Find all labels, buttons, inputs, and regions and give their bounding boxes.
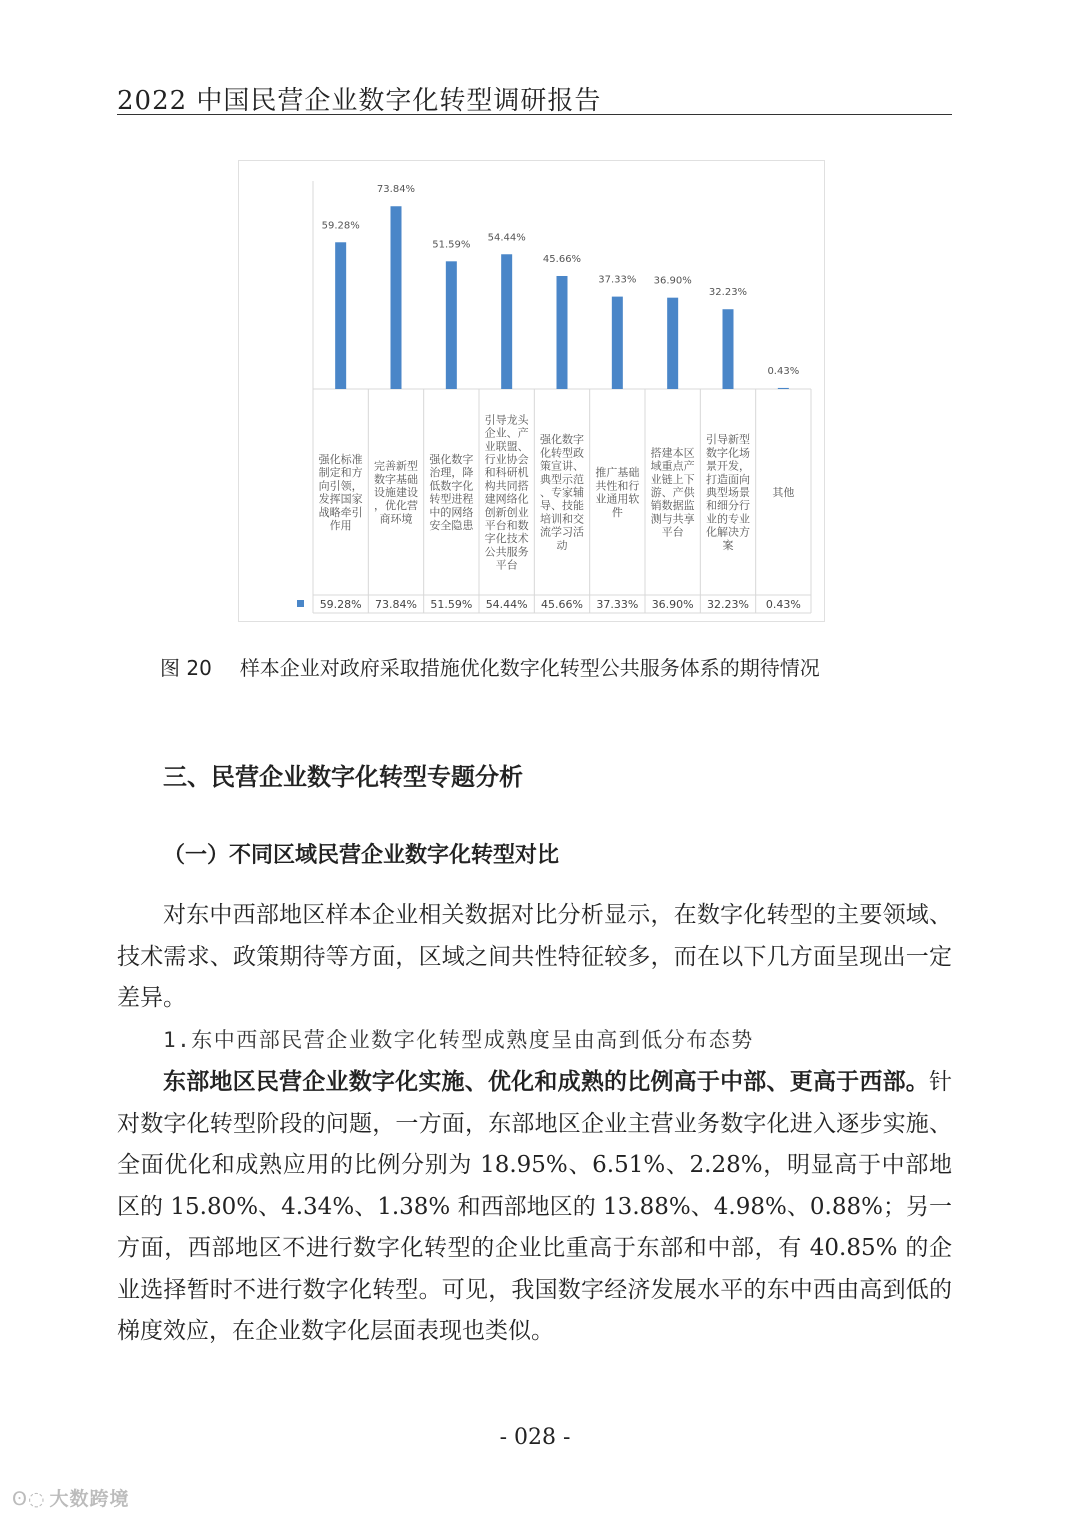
category-label-line: 强化数字	[429, 453, 474, 466]
category-label-line: 企业、产	[484, 426, 529, 440]
bar	[612, 297, 623, 389]
category-label-line: 共性和行	[595, 479, 640, 493]
category-label-line: 案	[722, 538, 734, 552]
category-label-line: 策宣讲、	[540, 459, 584, 473]
figure-caption	[160, 652, 820, 681]
bar	[667, 298, 678, 389]
category-label-line: 销数据监	[650, 499, 695, 513]
category-label-line: 业的专业	[706, 512, 750, 526]
category-label-line: 引导新型	[706, 433, 750, 447]
subsection-heading: （一）不同区域民营企业数字化转型对比	[163, 843, 560, 868]
category-label-line: 动	[556, 538, 568, 552]
category-label-line: 导、技能	[540, 499, 584, 513]
category-label-line: 测与共享	[650, 512, 695, 526]
category-label-line: 件	[611, 505, 623, 519]
data-label: 59.28%	[321, 220, 360, 232]
category-label-line: 平台	[661, 525, 684, 539]
category-label-line: 强化数字	[540, 433, 584, 447]
category-label-line: 游、产供	[650, 486, 695, 499]
category-label-line: 业联盟、	[484, 439, 529, 453]
category-label-line: 创新创业	[484, 505, 529, 519]
category-label-line: 推广基础	[595, 466, 640, 480]
table-value: 59.28%	[319, 598, 362, 611]
paragraph-regional-comparison: 对东中西部地区样本企业相关数据对比分析显示，在数字化转型的主要领域、技术需求、政策期待等方面，区域之间共性特征较多，而在以下几方面呈现出一定差异。	[117, 902, 952, 1011]
paragraph-maturity	[117, 1062, 952, 1353]
data-label: 36.90%	[653, 275, 692, 287]
bar	[557, 276, 568, 389]
figure-number: 图 20	[160, 656, 212, 680]
table-value: 51.59%	[430, 598, 473, 611]
bar-chart-svg	[239, 161, 824, 621]
data-label: 32.23%	[708, 287, 748, 299]
bar	[335, 242, 346, 389]
category-label-line: 平台	[495, 558, 518, 572]
category-label-line: 作用	[329, 519, 352, 532]
legend-key	[297, 600, 304, 607]
data-label: 54.44%	[487, 232, 526, 244]
category-label-line: 、专家辅	[540, 486, 584, 499]
category-label-line: 低数字化	[429, 479, 474, 493]
category-label-line: 向引领，	[318, 479, 363, 493]
category-label-line: 完善新型	[374, 459, 418, 473]
list-item-heading: 1.东中西部民营企业数字化转型成熟度呈由高到低分布态势	[163, 1028, 754, 1052]
category-label-line: 流学习活	[540, 525, 584, 539]
category-label-line: 发挥国家	[318, 492, 363, 506]
category-label-line: ，优化营	[374, 499, 418, 513]
category-label-line: 治理，降	[429, 466, 474, 480]
category-label-line: 转型进程	[429, 492, 474, 506]
section-heading: 三、民营企业数字化转型专题分析	[163, 763, 523, 791]
category-label-line: 业通用软	[595, 492, 640, 506]
bar	[723, 309, 734, 389]
category-label-line: 景开发，	[706, 459, 750, 473]
category-label-line: 数字基础	[374, 472, 418, 486]
table-value: 36.90%	[651, 598, 694, 611]
category-label-line: 设施建设	[374, 486, 418, 499]
category-label-line: 化转型政	[540, 446, 584, 460]
table-value: 37.33%	[596, 598, 639, 611]
bar	[778, 388, 789, 389]
category-label-line: 构共同搭	[484, 479, 529, 493]
category-label-line: 数字化场	[706, 446, 750, 460]
table-value: 0.43%	[765, 598, 801, 611]
category-label-line: 搭建本区	[650, 446, 695, 460]
category-label-line: 和科研机	[484, 466, 529, 480]
category-label-line: 域重点产	[650, 459, 695, 473]
category-label-line: 业链上下	[650, 472, 695, 486]
data-label: 45.66%	[542, 253, 582, 265]
weibo-logo-icon: ʘ◌	[12, 1488, 46, 1510]
paragraph-body: 针对数字化转型阶段的问题，一方面，东部地区企业主营业务数字化进入逐步实施、全面优化和成熟应用的比例分别为 18.95%、6.51%、2.28%，明显高于中部地区的 15.80%、4.34%、1.38% 和西部地区的 13.88%、4.98%、0.88%；另一方面，西部地区不进行数字化转型的企业比重高于东部和中部，有 40.85% 的企业选择暂时不进行数字化转型。可见，我国数字经济发展水平的东中西由高到低的梯度效应，在企业数字化层面表现也类似。	[117, 1069, 952, 1344]
category-label-line: 中的网络	[429, 505, 474, 519]
category-label-line: 典型场景	[706, 486, 750, 499]
data-label: 73.84%	[376, 184, 416, 196]
category-label-line: 强化标准	[318, 453, 363, 466]
category-label-line: 典型示范	[540, 472, 584, 486]
category-label-line: 建网络化	[484, 492, 529, 506]
data-label: 0.43%	[767, 365, 800, 377]
category-label-line: 平台和数	[484, 519, 529, 532]
category-label-line: 安全隐患	[429, 519, 474, 532]
category-label-line: 制定和方	[318, 466, 363, 480]
table-value: 73.84%	[375, 598, 417, 611]
category-label-line: 公共服务	[484, 545, 529, 559]
category-label-line: 战略牵引	[318, 505, 363, 519]
table-value: 32.23%	[707, 598, 749, 611]
bar	[501, 254, 512, 389]
bar	[446, 261, 457, 389]
table-value: 54.44%	[485, 598, 528, 611]
category-label-line: 其他	[772, 486, 795, 499]
data-label: 51.59%	[432, 239, 471, 251]
category-label-line: 字化技术	[484, 532, 529, 546]
watermark-text: 大数跨境	[49, 1488, 130, 1510]
category-label-line: 行业协会	[484, 453, 529, 466]
watermark	[12, 1484, 130, 1511]
page-number: - 028 -	[499, 1425, 571, 1450]
paragraph-lead-bold: 东部地区民营企业数字化实施、优化和成熟的比例高于中部、更高于西部。	[163, 1069, 929, 1095]
table-value: 45.66%	[541, 598, 583, 611]
figure-caption-text: 样本企业对政府采取措施优化数字化转型公共服务体系的期待情况	[239, 656, 820, 680]
category-label-line: 化解决方	[706, 525, 750, 539]
category-label-line: 引导龙头	[484, 413, 529, 427]
data-label: 37.33%	[598, 274, 637, 286]
header-rule	[117, 114, 952, 115]
bar-chart	[238, 160, 825, 622]
running-header-title: 2022 中国民营企业数字化转型调研报告	[117, 86, 602, 116]
category-label-line: 商环境	[379, 512, 413, 526]
category-label-line: 打造面向	[706, 472, 750, 486]
category-label-line: 和细分行	[706, 499, 750, 513]
bar	[391, 206, 402, 389]
category-label-line: 培训和交	[540, 512, 584, 526]
